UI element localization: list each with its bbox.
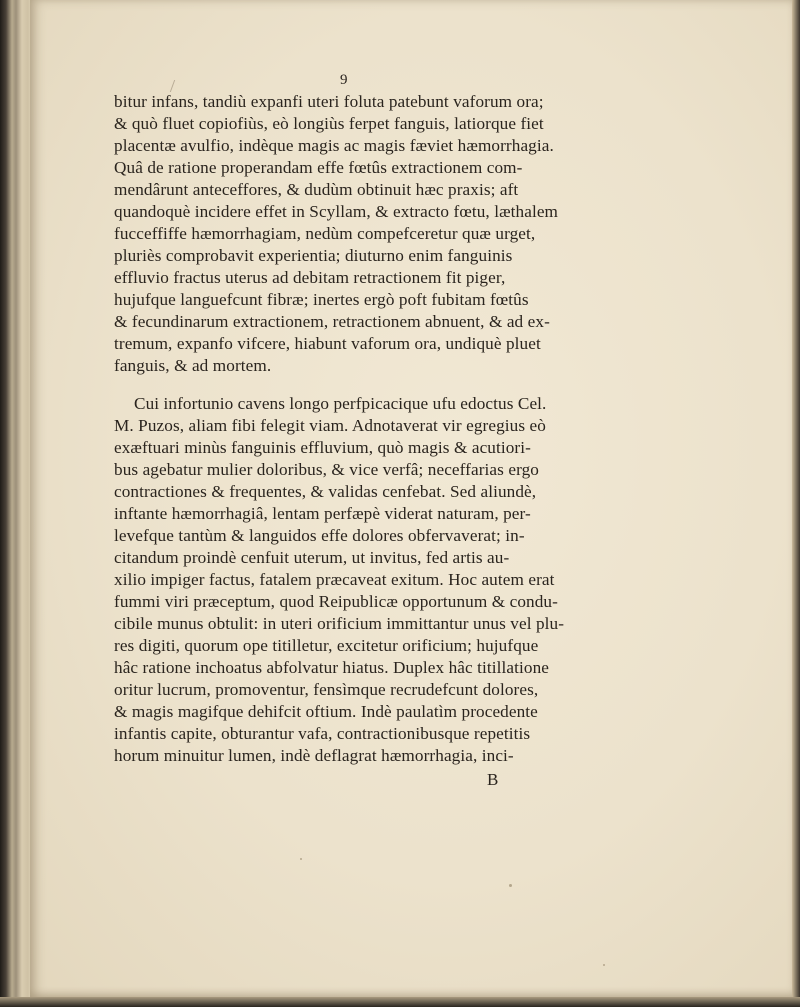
paper-speck — [300, 858, 302, 860]
text-line: oritur lucrum, promoventur, fensìmque recrudefcunt dolores, — [114, 680, 539, 699]
text-line: M. Puzos, aliam fibi felegit viam. Adnotaverat vir egregius eò — [114, 416, 546, 435]
text-line: pluriès comprobavit experientia; diuturno enim fanguinis — [114, 246, 513, 265]
text-line: placentæ avulfio, indèque magis ac magis fæviet hæmorrhagia. — [114, 136, 554, 155]
paper-speck — [509, 884, 512, 887]
text-line: Quâ de ratione properandam effe fœtûs extractionem com- — [114, 158, 523, 177]
text-line: hâc ratione inchoatus abfolvatur hiatus. Duplex hâc titillatione — [114, 658, 549, 677]
text-line: Cui infortunio cavens longo perfpicacique ufu edoctus Cel. — [134, 394, 547, 413]
text-line: fanguis, & ad mortem. — [114, 356, 272, 375]
text-line: hujufque languefcunt fibræ; inertes ergò poft fubitam fœtûs — [114, 290, 529, 309]
text-line: levefque tantùm & languidos effe dolores obfervaverat; in- — [114, 526, 525, 545]
text-line: horum minuitur lumen, indè deflagrat hæmorrhagia, inci- — [114, 746, 514, 765]
signature-mark: B — [487, 770, 499, 789]
text-line: fucceffiffe hæmorrhagiam, nedùm compefceretur quæ urget, — [114, 224, 536, 243]
page-number: 9 — [340, 72, 348, 88]
text-line: cibile munus obtulit: in uteri orificium immittantur unus vel plu- — [114, 614, 565, 633]
text-line: fummi viri præceptum, quod Reipublicæ opportunum & condu- — [114, 592, 558, 611]
text-line: res digiti, quorum ope titilletur, excitetur orificium; hujufque — [114, 636, 539, 655]
text-line: exæftuari minùs fanguinis effluvium, quò magis & acutiori- — [114, 438, 531, 457]
text-line: tremum, expanfo vifcere, hiabunt vaforum ora, undiquè pluet — [114, 334, 541, 353]
text-line: infantis capite, obturantur vafa, contractionibusque repetitis — [114, 724, 531, 743]
text-line: & magis magifque dehifcit oftium. Indè paulatìm procedente — [114, 702, 538, 721]
text-line: citandum proindè cenfuit uterum, ut invitus, fed artis au- — [114, 548, 510, 567]
text-line: xilio impiger factus, fatalem præcaveat exitum. Hoc autem erat — [114, 570, 555, 589]
text-line: mendârunt anteceffores, & dudùm obtinuit hæc praxis; aft — [114, 180, 519, 199]
text-line: bitur infans, tandiù expanfi uteri foluta patebunt vaforum ora; — [114, 92, 544, 111]
text-line: & fecundinarum extractionem, retractionem abnuent, & ad ex- — [114, 312, 550, 331]
text-line: effluvio fractus uterus ad debitam retractionem fit piger, — [114, 268, 506, 287]
paper-speck — [603, 964, 605, 966]
text-line: quandoquè incidere effet in Scyllam, & extracto fœtu, læthalem — [114, 202, 559, 221]
text-line: & quò fluet copiofiùs, eò longiùs ferpet fanguis, latiorque fiet — [114, 114, 544, 133]
text-line: bus agebatur mulier doloribus, & vice verfâ; neceffarias ergo — [114, 460, 539, 479]
text-line: inftante hæmorrhagiâ, lentam perfæpè viderat naturam, per- — [114, 504, 531, 523]
text-line: contractiones & frequentes, & validas cenfebat. Sed aliundè, — [114, 482, 537, 501]
